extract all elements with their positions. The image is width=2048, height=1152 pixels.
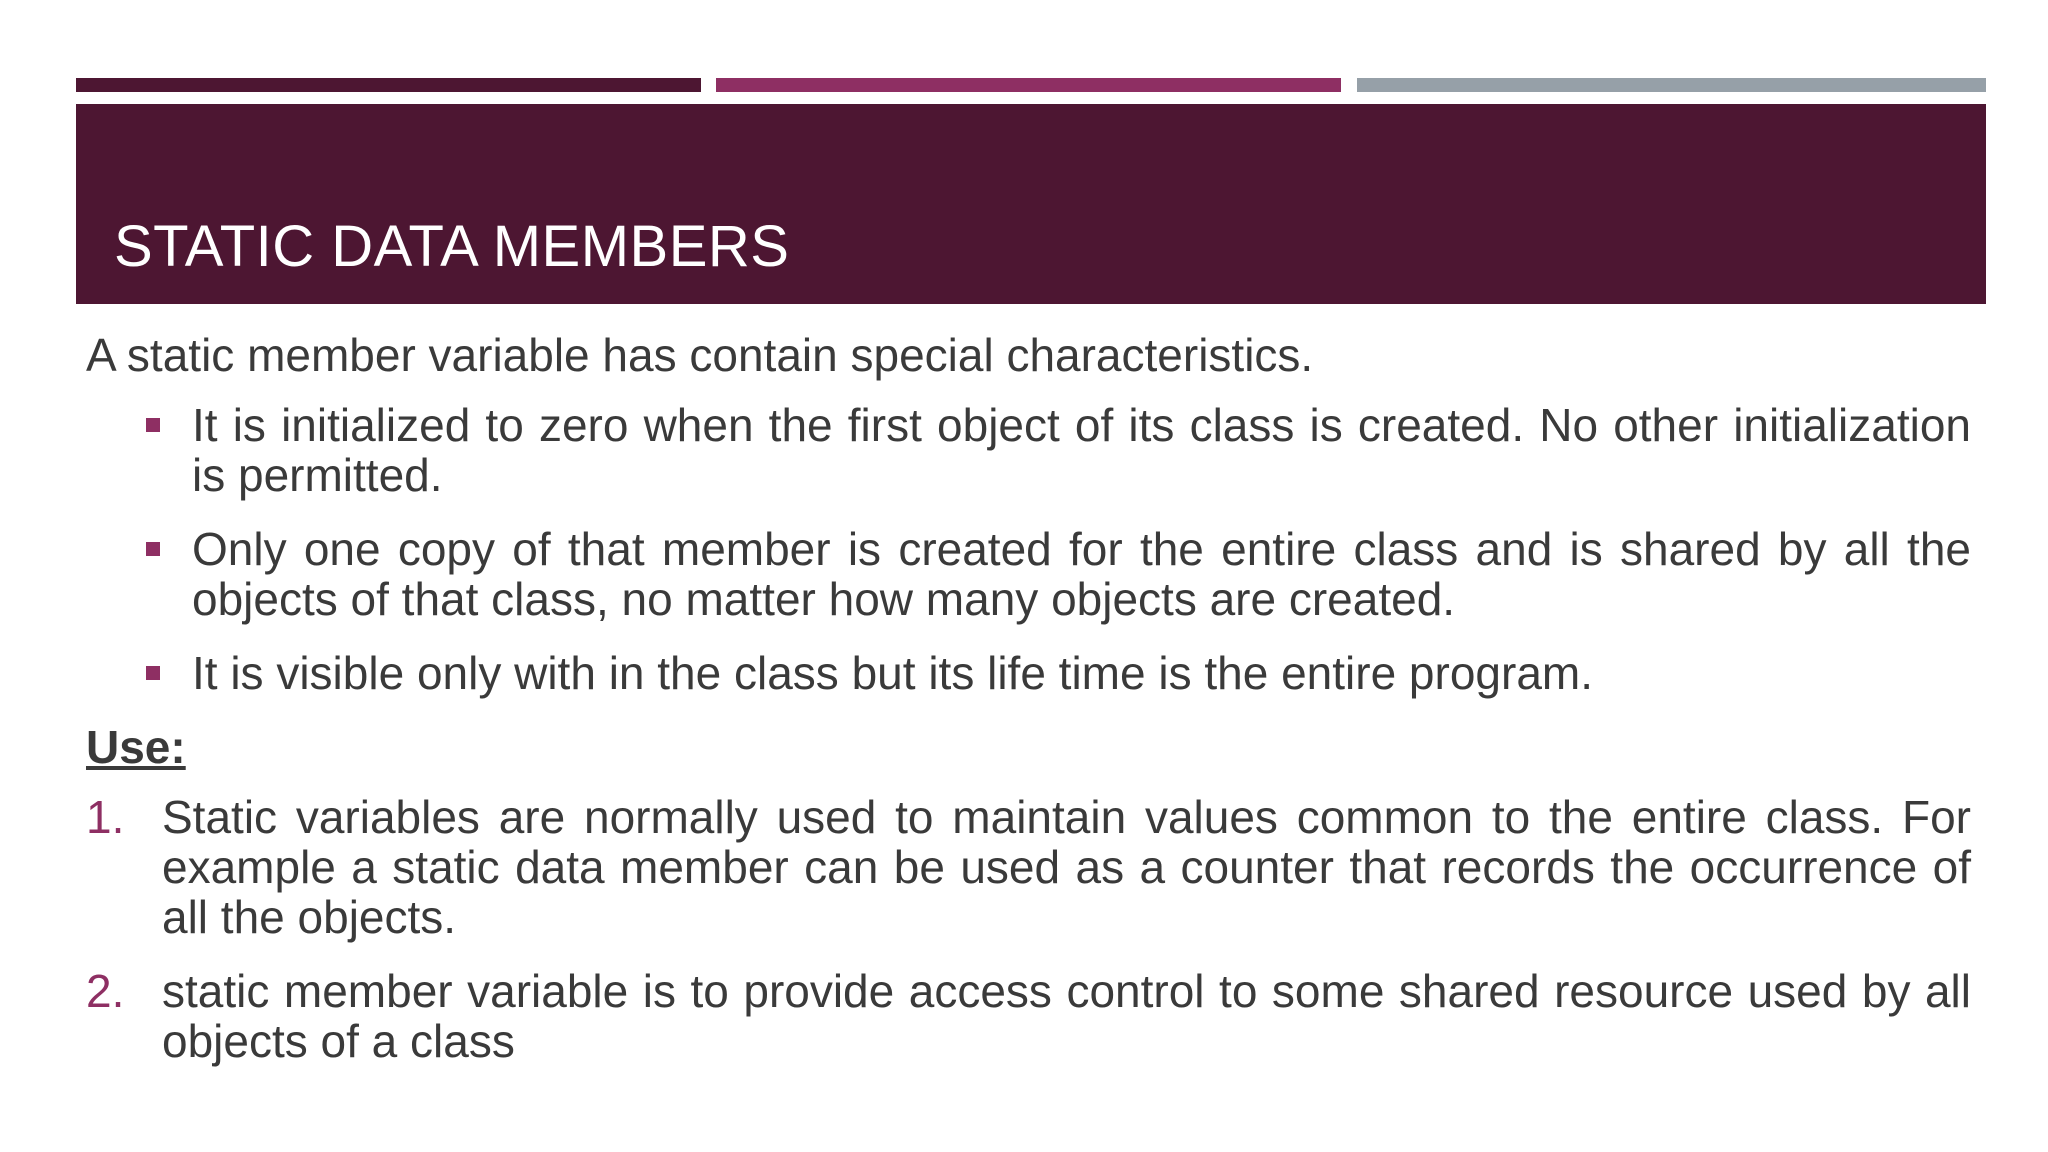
square-bullet-icon xyxy=(146,542,160,556)
bullet-text: It is visible only with in the class but its life time is the entire program. xyxy=(192,647,1594,699)
use-text: Static variables are normally used to maintain values common to the entire class. For example a static data member can be used as a counter that records the occurrence of all the objects. xyxy=(162,791,1971,943)
uses-list xyxy=(86,792,1971,1066)
list-item xyxy=(146,648,1971,698)
list-item xyxy=(86,792,1971,942)
top-bar-dark xyxy=(76,78,701,92)
slide-content xyxy=(86,330,1971,1090)
decorative-top-bars xyxy=(76,78,1986,92)
list-item xyxy=(146,524,1971,624)
top-bar-accent xyxy=(716,78,1341,92)
square-bullet-icon xyxy=(146,666,160,680)
item-number: 2. xyxy=(86,965,125,1017)
slide-title: STATIC DATA MEMBERS xyxy=(114,214,790,279)
use-heading: Use: xyxy=(86,721,186,773)
square-bullet-icon xyxy=(146,418,160,432)
list-item xyxy=(86,966,1971,1066)
characteristics-list xyxy=(86,400,1971,698)
bullet-text: It is initialized to zero when the first object of its class is created. No other initialization is permitted. xyxy=(192,399,1971,501)
item-number: 1. xyxy=(86,791,125,843)
title-band xyxy=(76,104,1986,304)
bullet-text: Only one copy of that member is created for the entire class and is shared by all the objects of that class, no matter how many objects are created. xyxy=(192,523,1971,625)
intro-text: A static member variable has contain special characteristics. xyxy=(86,329,1314,381)
top-bar-gray xyxy=(1357,78,1986,92)
use-text: static member variable is to provide access control to some shared resource used by all objects of a class xyxy=(162,965,1971,1067)
list-item xyxy=(146,400,1971,500)
